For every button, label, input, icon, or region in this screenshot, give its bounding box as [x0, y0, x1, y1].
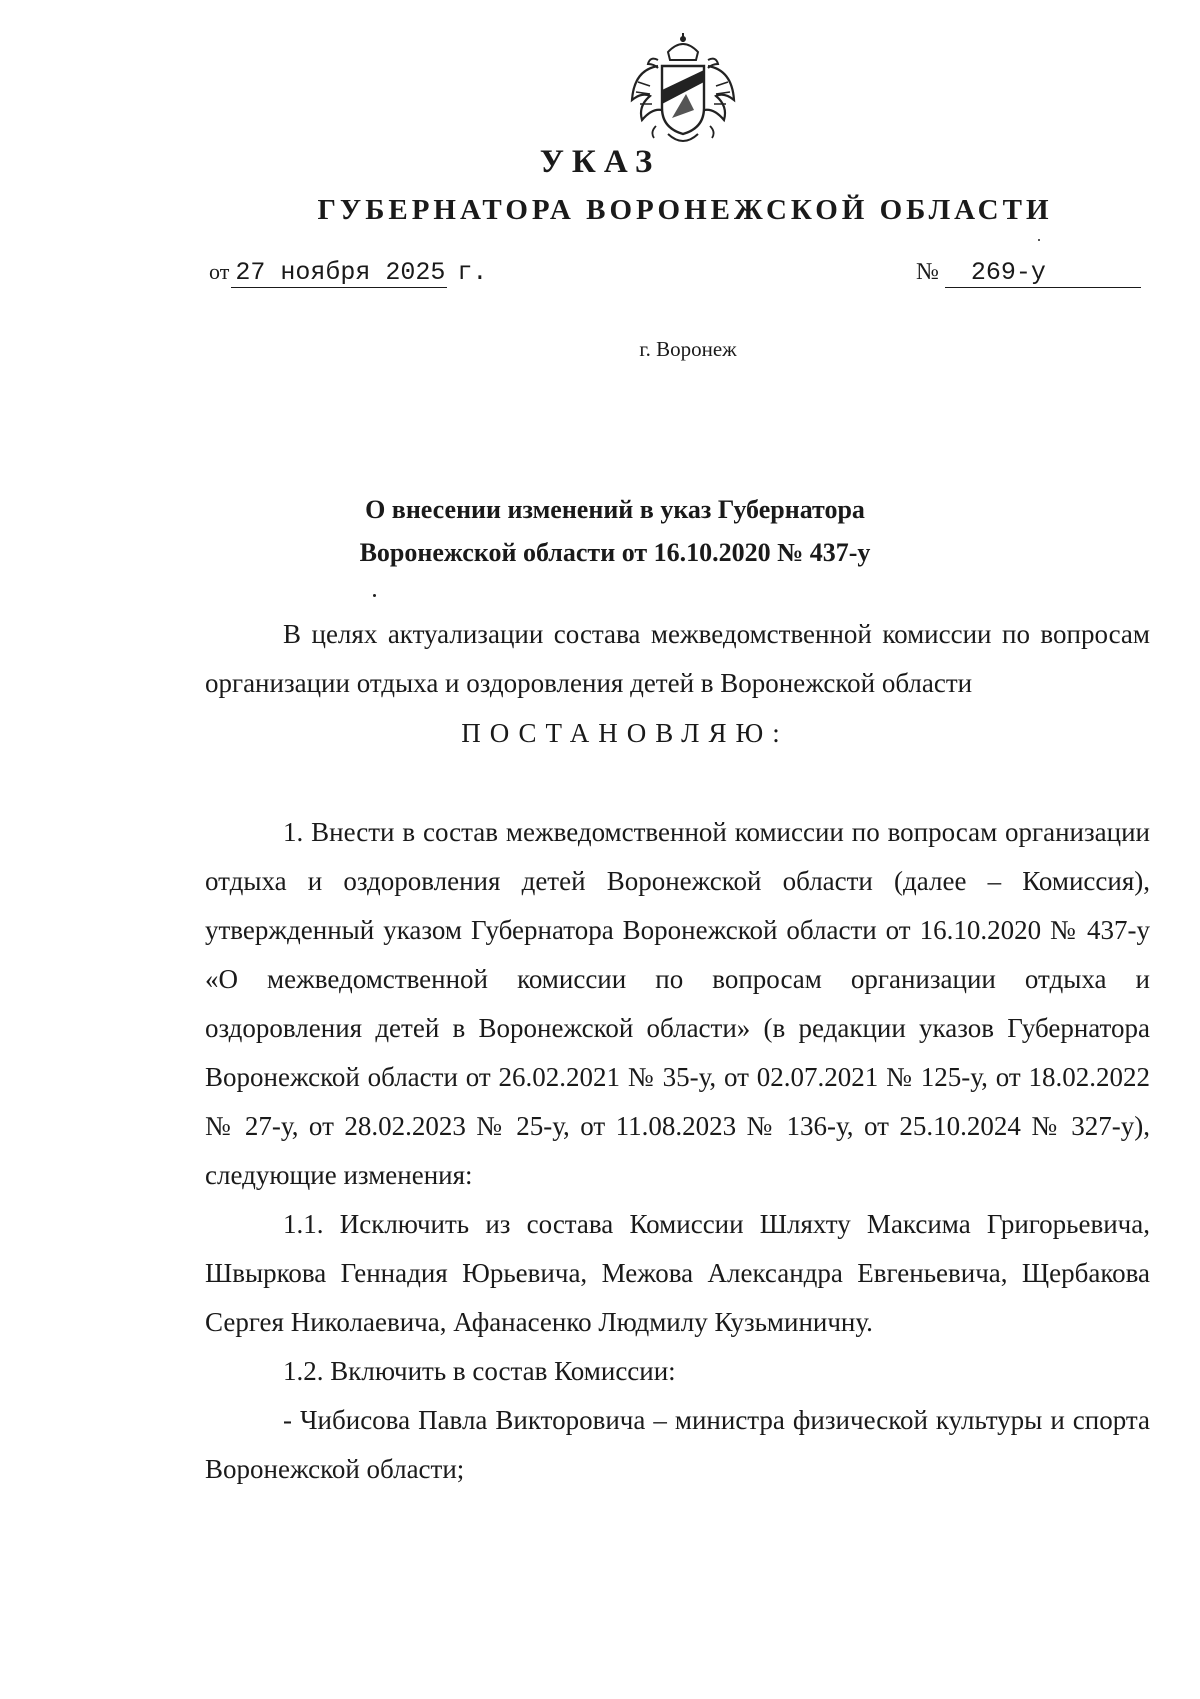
scan-speck	[1038, 239, 1040, 241]
item-1-1: 1.1. Исключить из состава Комиссии Шляхту Максима Григорьевича, Швыркова Геннадия Юрьевича, Межова Александра Евгеньевича, Щербакова Сергея Николаевича, Афанасенко Людмилу Кузьминичну.	[205, 1209, 1150, 1337]
items-block	[205, 808, 1150, 1494]
decree-word: ПОСТАНОВЛЯЮ:	[461, 718, 789, 748]
scan-speck	[373, 594, 376, 597]
item-1-2-a: - Чибисова Павла Викторовича – министра физической культуры и спорта Воронежской области;	[205, 1405, 1150, 1484]
issuer-title: ГУБЕРНАТОРА ВОРОНЕЖСКОЙ ОБЛАСТИ	[317, 194, 1053, 226]
coat-of-arms-icon	[628, 30, 738, 146]
preamble-block	[205, 610, 1150, 708]
subject-line-2: Воронежской области от 16.10.2020 № 437-у	[359, 538, 871, 567]
item-1: 1. Внести в состав межведомственной комиссии по вопросам организации отдыха и оздоровления детей Воронежской области (далее – Комиссия), утвержденный указом Губернатора Воронежской области от 16.10.2020 № 437-у «О межведомственной комиссии по вопросам организации отдыха и оздоровления детей в Воронежской области» (в редакции указов Губернатора Воронежской области от 26.02.2021 № 35-у, от 02.07.2021 № 125-у, от 18.02.2022 № 27-у, от 28.02.2023 № 25-у, от 11.08.2023 № 136-у, от 25.10.2024 № 327-у), следующие изменения:	[205, 817, 1150, 1190]
document-type-title: УКАЗ	[539, 144, 661, 180]
subject-heading	[0, 488, 1200, 574]
document-date	[209, 258, 487, 288]
number-prefix: №	[916, 259, 939, 285]
item-1-2: 1.2. Включить в состав Комиссии:	[283, 1356, 676, 1386]
date-value: 27 ноября 2025	[231, 258, 447, 288]
date-suffix: г.	[457, 258, 488, 287]
document-number	[916, 258, 1141, 288]
subject-line-1: О внесении изменений в указ Губернатора	[365, 495, 865, 524]
preamble-text: В целях актуализации состава межведомственной комиссии по вопросам организации отдыха и оздоровления детей в Воронежской области	[205, 619, 1150, 698]
date-prefix: от	[209, 259, 230, 284]
city-name: г. Воронеж	[639, 337, 737, 361]
number-value: 269-у	[945, 258, 1141, 288]
